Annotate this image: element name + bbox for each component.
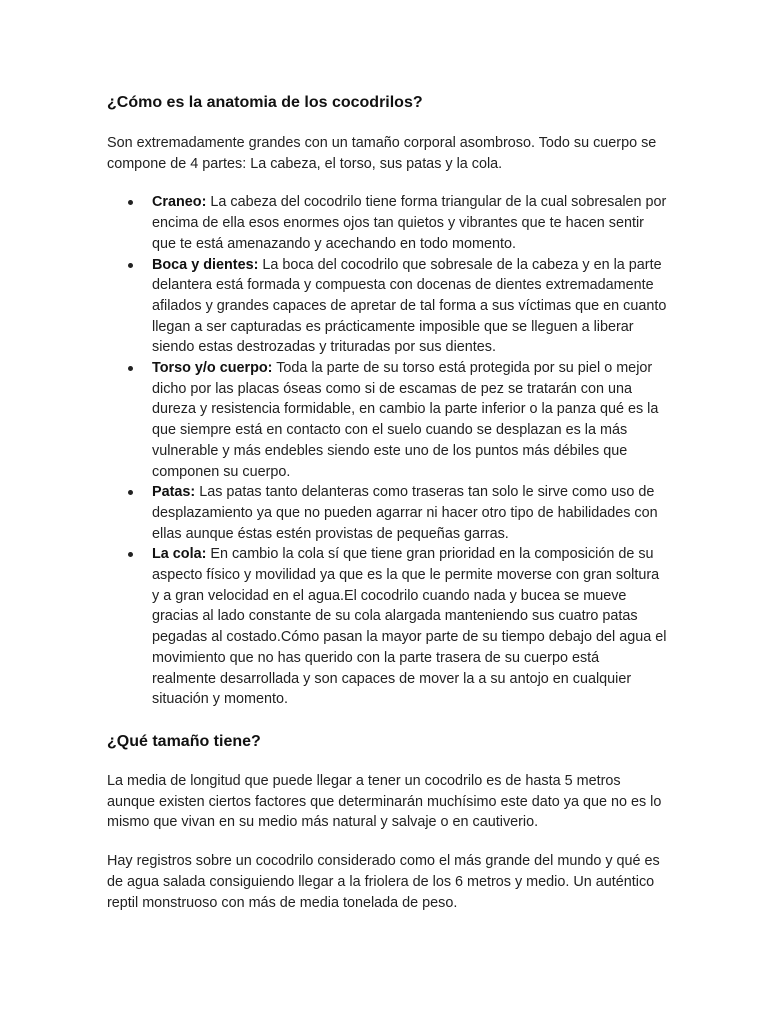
- bullet-icon: [128, 490, 133, 495]
- intro-paragraph: Son extremadamente grandes con un tamaño corporal asombroso. Todo su cuerpo se compone de 4 partes: La cabeza, el torso, sus patas y la cola.: [107, 135, 657, 172]
- list-item: [107, 544, 667, 710]
- list-item-term: Torso y/o cuerpo:: [152, 360, 273, 377]
- list-item-text: Toda la parte de su torso está protegida por su piel o mejor dicho por las placas óseas como si de escamas de pez se tratarán con una dureza y resistencia formidable, en cambio la parte inferior o la panza qué es la que siempre está en contacto con el suelo cuando se desplazan es la más vulnerable y más endebles siendo este uno de los puntos más débiles que componen su cuerpo.: [152, 360, 659, 480]
- list-item-text: En cambio la cola sí que tiene gran prioridad en la composición de su aspecto físico y movilidad ya que es la que le permite moverse con gran soltura y a gran velocidad en el agua.El cocodrilo cuando nada y bucea se mueve gracias al lado constante de su cola alargada manteniendo sus cuatro patas pegadas al costado.Cómo pasan la mayor parte de su tiempo debajo del agua el movimiento que no has querido con la parte trasera de su cuerpo está realmente desarrollada y son capaces de mover la a su antojo en cualquier situación y momento.: [152, 546, 667, 708]
- bullet-icon: [128, 552, 133, 557]
- list-item-term: Patas:: [152, 484, 196, 501]
- section-heading-anatomy: ¿Cómo es la anatomia de los cocodrilos?: [107, 94, 423, 111]
- section-heading-size: ¿Qué tamaño tiene?: [107, 732, 261, 750]
- anatomy-list: [107, 192, 667, 710]
- list-item-term: Craneo:: [152, 194, 207, 211]
- list-item-term: La cola:: [152, 546, 207, 563]
- record-paragraph: Hay registros sobre un cocodrilo considerado como el más grande del mundo y qué es de agua salada consiguiendo llegar a la friolera de los 6 metros y medio. Un auténtico reptil monstruoso con más de media tonelada de peso.: [107, 853, 660, 911]
- bullet-icon: [128, 263, 133, 268]
- bullet-icon: [128, 200, 133, 205]
- list-item-text: Las patas tanto delanteras como traseras tan solo le sirve como uso de desplazamiento ya que no pueden agarrar ni hacer otro tipo de habilidades con ellas aunque éstas estén provistas de pequeñas garras.: [152, 484, 658, 542]
- list-item-text: La boca del cocodrilo que sobresale de la cabeza y en la parte delantera está formada y compuesta con docenas de dientes extremadamente afilados y grandes capaces de apretar de tal forma a sus víctimas que en cuanto llegan a ser capturadas es prácticamente imposible que se lleguen a liberar siendo estas destrozadas y trituradas por sus dientes.: [152, 256, 667, 356]
- list-item: [107, 482, 667, 544]
- size-paragraph: La media de longitud que puede llegar a tener un cocodrilo es de hasta 5 metros aunque existen ciertos factores que determinarán muchísimo este dato ya que no es lo mismo que vivan en su medio más natural y salvaje o en cautiverio.: [107, 772, 662, 831]
- list-item: [107, 358, 667, 482]
- list-item: [107, 255, 667, 359]
- list-item: [107, 192, 667, 254]
- list-item-text: La cabeza del cocodrilo tiene forma triangular de la cual sobresalen por encima de ella esos enormes ojos tan quietos y vibrantes que te hacen sentir que te está amenazando y acechando en todo momento.: [152, 194, 667, 252]
- list-item-term: Boca y dientes:: [152, 256, 259, 273]
- bullet-icon: [128, 366, 133, 371]
- article-body: [107, 93, 667, 913]
